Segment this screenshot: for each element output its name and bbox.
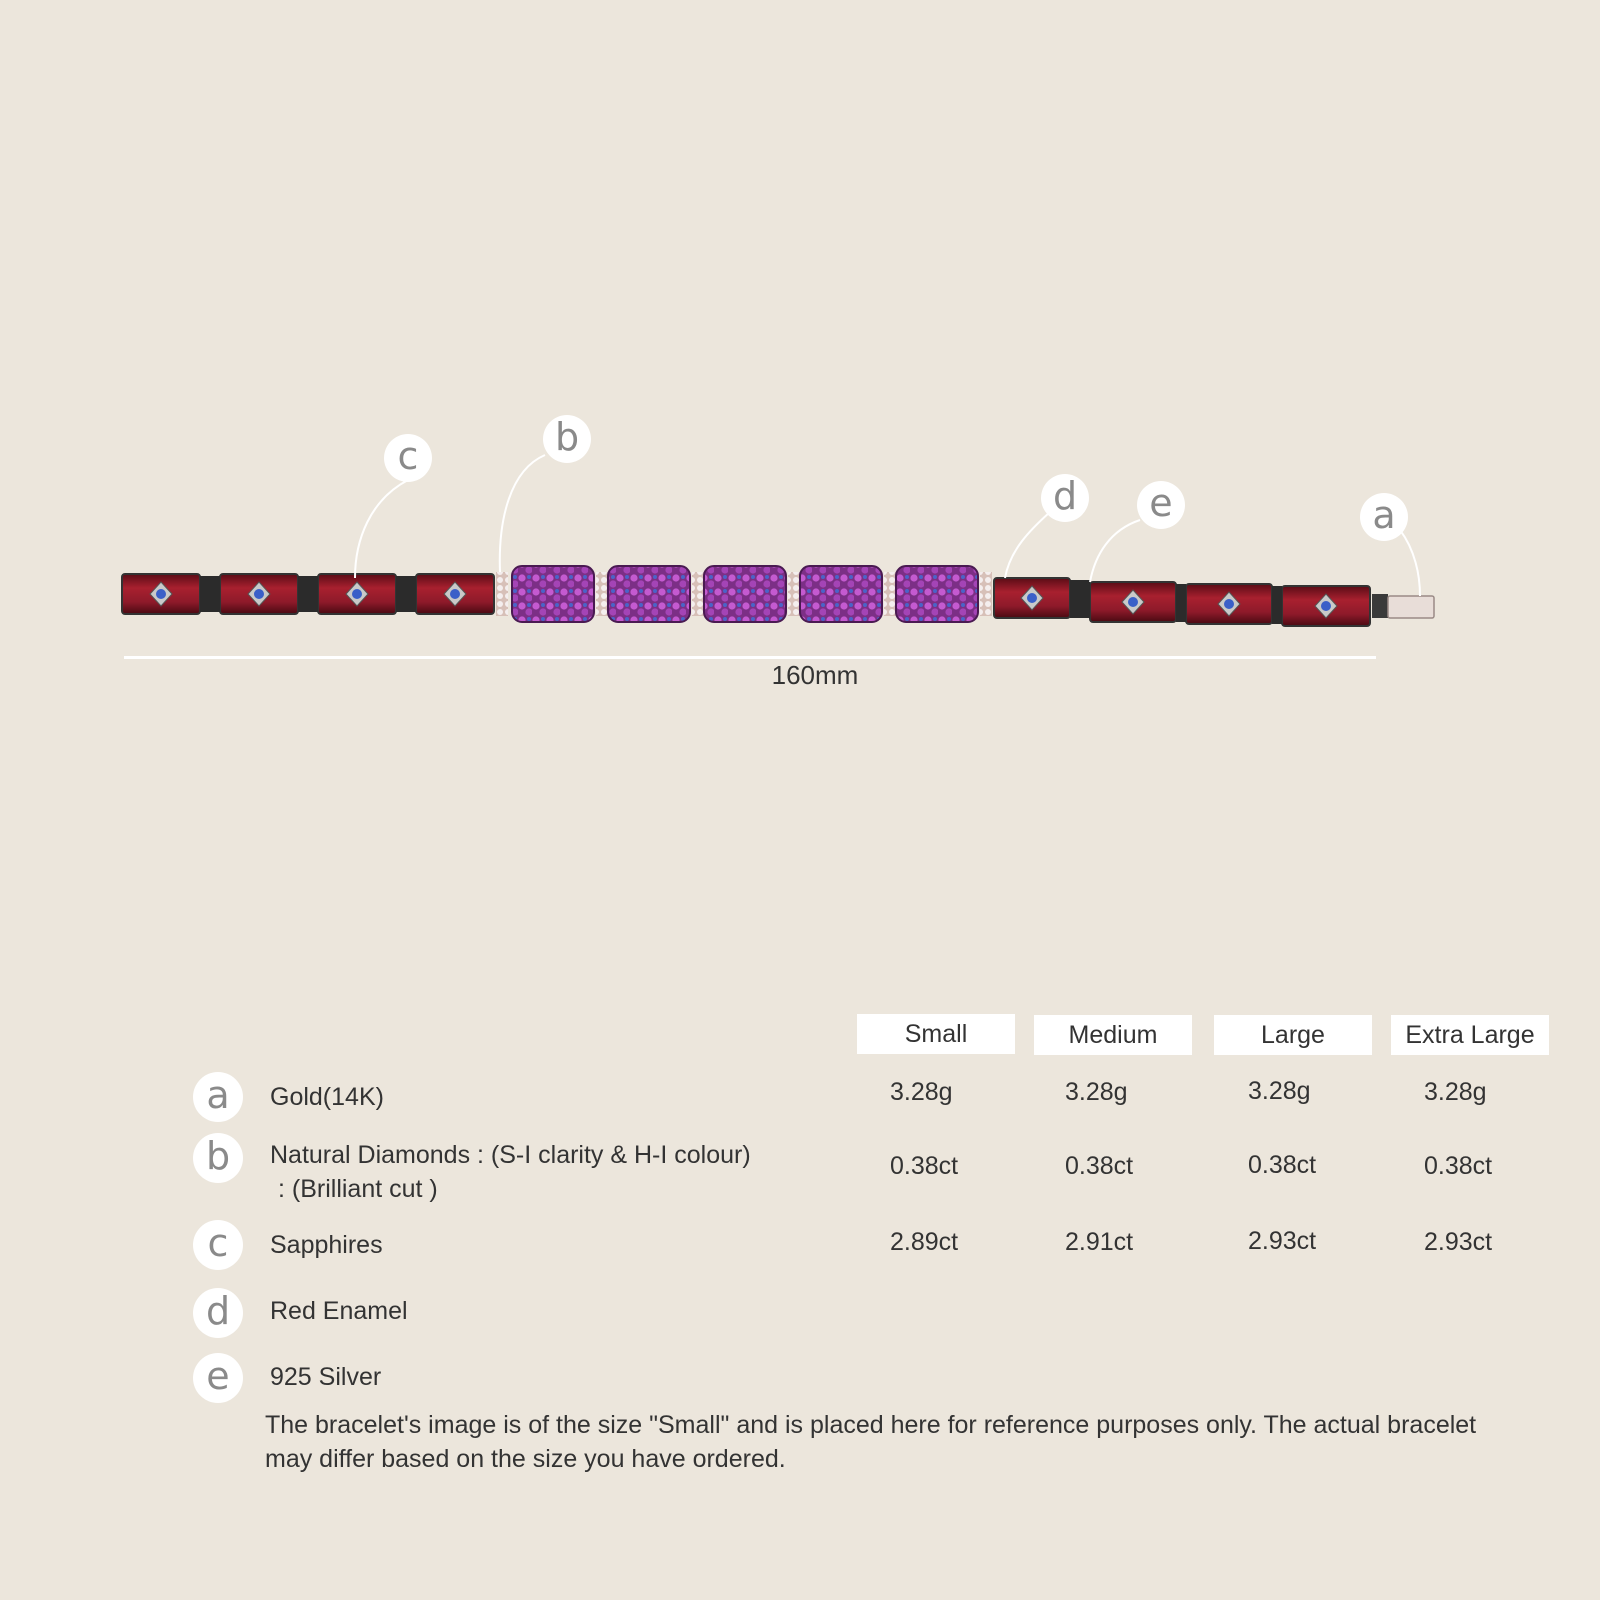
size-header-large: Large [1214,1015,1372,1055]
row-letter-c: c [193,1220,243,1270]
row-letter-b: b [193,1133,243,1183]
row-label-sapphires: Sapphires [270,1231,383,1259]
size-header-medium: Medium [1034,1015,1192,1055]
value-sapphires-extra-large: 2.93ct [1424,1228,1493,1256]
row-label-gold: Gold(14K) [270,1083,384,1111]
value-diamonds-extra-large: 0.38ct [1424,1152,1493,1180]
callout-e: e [1137,481,1185,529]
callout-c: c [384,434,432,482]
bracelet-image [0,0,1600,720]
callout-a: a [1360,493,1408,541]
row-label-diamonds: Natural Diamonds : (S-I clarity & H-I colour) [270,1141,751,1169]
row-label-diamonds-cut: : (Brilliant cut ) [278,1175,438,1203]
value-gold-medium: 3.28g [1065,1078,1128,1106]
row-letter-a: a [193,1072,243,1122]
measurement-label: 160mm [771,660,859,690]
value-sapphires-large: 2.93ct [1248,1227,1317,1255]
measurement-line [124,656,1376,659]
callout-b: b [543,415,591,463]
size-disclaimer-note: The bracelet's image is of the size "Small" and is placed here for reference purposes only. The actual bracelet may differ based on the size you have ordered. [265,1411,1477,1473]
value-sapphires-medium: 2.91ct [1065,1228,1134,1256]
value-diamonds-small: 0.38ct [890,1152,959,1180]
value-gold-large: 3.28g [1248,1077,1311,1105]
size-header-extra-large: Extra Large [1391,1015,1549,1055]
value-gold-small: 3.28g [890,1078,953,1106]
value-diamonds-medium: 0.38ct [1065,1152,1134,1180]
row-label-red-enamel: Red Enamel [270,1297,408,1325]
value-sapphires-small: 2.89ct [890,1228,959,1256]
row-letter-e: e [193,1353,243,1403]
callout-d: d [1041,474,1089,522]
row-label-silver: 925 Silver [270,1363,382,1391]
value-diamonds-large: 0.38ct [1248,1151,1317,1179]
size-header-small: Small [857,1014,1015,1054]
value-gold-extra-large: 3.28g [1424,1078,1487,1106]
row-letter-d: d [193,1288,243,1338]
